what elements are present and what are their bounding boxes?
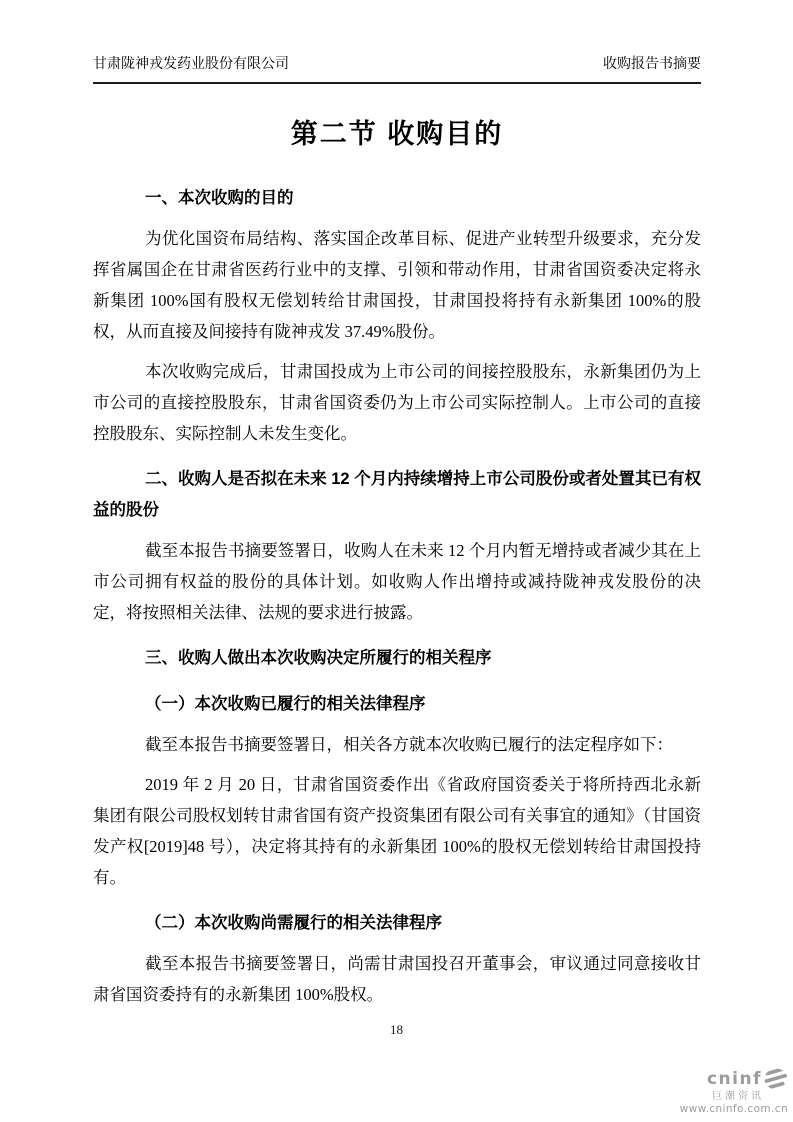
section-heading-2: 二、收购人是否拟在未来 12 个月内持续增持上市公司股份或者处置其已有权益的股份 (93, 470, 701, 519)
paragraph-procedures-completed: 2019 年 2 月 20 日，甘肃省国资委作出《省政府国资委关于将所持西北永新集团有限公司股权划转甘肃省国有资产投资集团有限公司有关事宜的通知》（甘国资发产权[2019]48 号），决定将其持有的永新集团 100%的股权无偿划转给甘肃国投持有。 (93, 775, 701, 887)
cninfo-logo-row (680, 1068, 788, 1090)
paragraph-purpose-1: 为优化国资布局结构、落实国企改革目标、促进产业转型升级要求，充分发挥省属国企在甘肃省医药行业中的支撑、引领和带动作用，甘肃省国资委决定将永新集团 100%国有股权无偿划转给甘肃国投，甘肃国投将持有永新集团 100%的股权，从而直接及间接持有陇神戎发 37.49%股份。 (93, 229, 701, 341)
subsection-heading-2: （二）本次收购尚需履行的相关法律程序 (145, 914, 442, 932)
page-header (93, 56, 701, 84)
cninfo-swirl-icon (764, 1068, 788, 1090)
paragraph-shareholding-plan: 截至本报告书摘要签署日，收购人在未来 12 个月内暂无增持或者减少其在上市公司拥有权益的股份的具体计划。如收购人作出增持或减持陇神戎发股份的决定，将按照相关法律、法规的要求进行披露。 (93, 541, 701, 622)
cninfo-caption: 巨潮资讯 (712, 1091, 764, 1102)
cninfo-url: www.cninfo.com.cn (679, 1103, 788, 1115)
section-heading-1: 一、本次收购的目的 (145, 189, 294, 207)
header-company-name: 甘肃陇神戎发药业股份有限公司 (93, 57, 289, 72)
paragraph-purpose-2: 本次收购完成后，甘肃国投成为上市公司的间接控股股东，永新集团仍为上市公司的直接控股股东，甘肃省国资委仍为上市公司实际控制人。上市公司的直接控股股东、实际控制人未发生变化。 (93, 362, 701, 443)
section-heading-3: 三、收购人做出本次收购决定所履行的相关程序 (145, 649, 492, 667)
page-title: 第二节 收购目的 (290, 119, 504, 149)
header-doc-type: 收购报告书摘要 (603, 57, 701, 72)
paragraph-procedures-intro: 截至本报告书摘要签署日，相关各方就本次收购已履行的法定程序如下： (145, 735, 673, 754)
page-number: 18 (390, 1022, 403, 1037)
cninfo-logo (680, 1068, 788, 1115)
subsection-heading-1: （一）本次收购已履行的相关法律程序 (145, 695, 426, 713)
cninfo-brand-text: cninf (706, 1068, 762, 1089)
paragraph-procedures-pending: 截至本报告书摘要签署日，尚需甘肃国投召开董事会，审议通过同意接收甘肃省国资委持有的永新集团 100%股权。 (93, 954, 701, 1004)
